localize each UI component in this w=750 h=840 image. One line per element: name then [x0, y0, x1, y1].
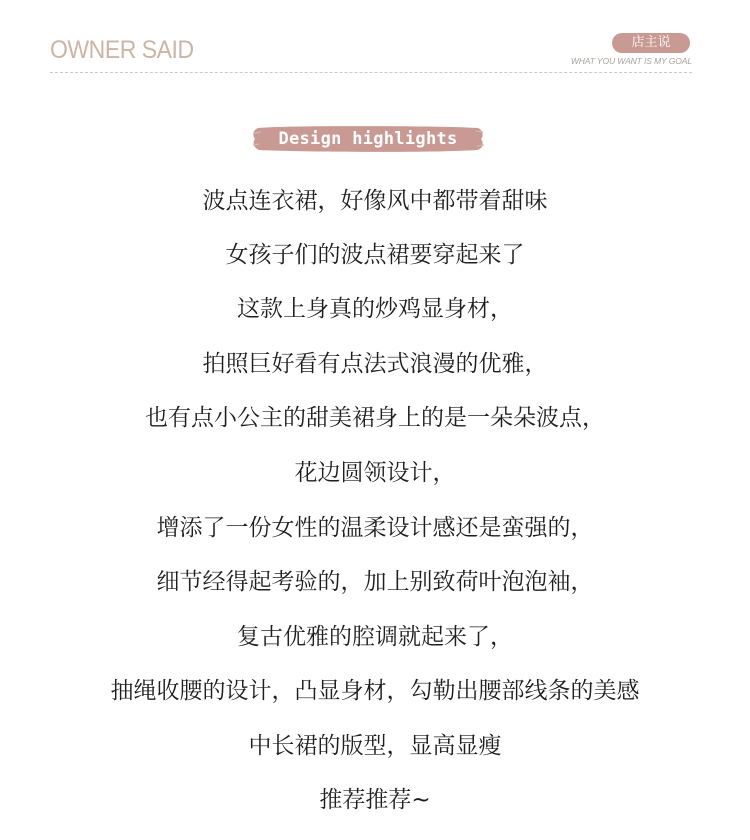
description-line: 中长裙的版型，显高显瘦	[248, 733, 502, 759]
header-divider	[50, 72, 692, 73]
description-line: 细节经得起考验的，加上别致荷叶泡泡袖，	[156, 569, 594, 595]
description-line: 推荐推荐~	[319, 787, 431, 813]
description-line: 女孩子们的波点裙要穿起来了	[225, 242, 525, 268]
description-line: 波点连衣裙，好像风中都带着甜味	[202, 188, 548, 214]
design-highlights-banner	[252, 125, 484, 153]
description-line: 增添了一份女性的温柔设计感还是蛮强的，	[156, 515, 594, 541]
description-line: 也有点小公主的甜美裙身上的是一朵朵波点，	[145, 405, 605, 431]
owner-said-title: OWNER SAID	[50, 36, 194, 64]
description-line: 这款上身真的炒鸡显身材，	[237, 296, 513, 322]
description-line: 花边圆领设计，	[294, 460, 456, 486]
description-line: 抽绳收腰的设计，凸显身材，勾勒出腰部线条的美感	[110, 678, 640, 704]
owner-said-header	[0, 0, 750, 80]
description-line: 拍照巨好看有点法式浪漫的优雅，	[202, 351, 548, 377]
owner-said-subtitle: WHAT YOU WANT IS MY GOAL	[570, 56, 692, 66]
design-highlights-label: Design highlights	[278, 129, 458, 149]
shop-owner-badge: 店主说	[612, 33, 690, 53]
description-line: 复古优雅的腔调就起来了，	[237, 624, 513, 650]
